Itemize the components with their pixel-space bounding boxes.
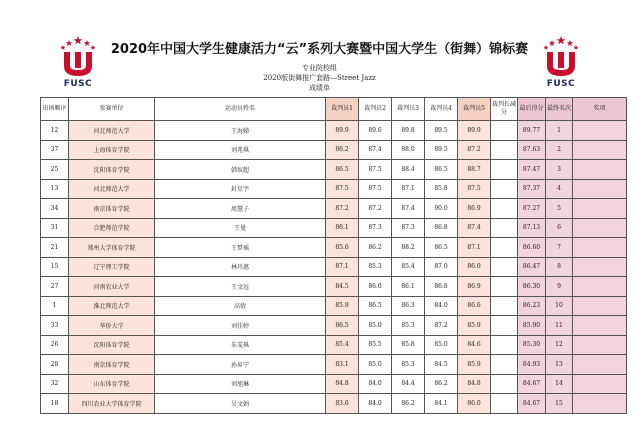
cell-deduction: [491, 140, 518, 160]
cell-athlete: 王文远: [155, 277, 326, 297]
cell-rank: 1: [546, 121, 573, 141]
cell-award: [573, 160, 627, 180]
cell-final-score: 87.13: [518, 218, 546, 238]
cell-judge5: 86.0: [458, 394, 491, 414]
cell-award: [573, 257, 627, 277]
cell-athlete: 林川惠: [155, 257, 326, 277]
cell-deduction: [491, 218, 518, 238]
table-row: [41, 296, 627, 316]
table-row: [41, 335, 627, 355]
cell-award: [573, 374, 627, 394]
cell-rank: 14: [546, 374, 573, 394]
cell-rank: 12: [546, 335, 573, 355]
cell-judge3: 85.8: [392, 335, 425, 355]
cell-award: [573, 238, 627, 258]
cell-athlete: 王海娣: [155, 121, 326, 141]
col-header-deduction: 裁判长减分: [491, 98, 518, 121]
cell-judge2: 85.5: [359, 335, 392, 355]
cell-judge3: 87.1: [392, 179, 425, 199]
cell-order: 13: [41, 179, 69, 199]
cell-judge3: 87.4: [392, 199, 425, 219]
cell-judge1: 87.5: [326, 179, 359, 199]
cell-judge1: 87.1: [326, 257, 359, 277]
cell-judge4: 86.8: [425, 218, 458, 238]
cell-order: 37: [41, 140, 69, 160]
cell-judge2: 89.6: [359, 121, 392, 141]
table-row: [41, 374, 627, 394]
cell-unit: 上海体育学院: [69, 140, 155, 160]
col-header-athlete: 运动员姓名: [155, 98, 326, 121]
cell-judge1: 83.6: [326, 394, 359, 414]
cell-rank: 11: [546, 316, 573, 336]
cell-judge4: 86.8: [425, 277, 458, 297]
cell-rank: 3: [546, 160, 573, 180]
routine-subtitle: 2020版街舞推广套路—Street Jazz: [263, 74, 376, 82]
group-subtitle: 专业院校组: [302, 64, 337, 72]
cell-final-score: 89.77: [518, 121, 546, 141]
results-table: [40, 97, 627, 414]
cell-judge3: 85.4: [392, 257, 425, 277]
cell-judge1: 86.2: [326, 140, 359, 160]
cell-judge5: 87.2: [458, 140, 491, 160]
cell-judge4: 84.0: [425, 296, 458, 316]
cell-judge2: 86.0: [359, 277, 392, 297]
cell-judge3: 85.3: [392, 355, 425, 375]
cell-rank: 9: [546, 277, 573, 297]
cell-judge2: 87.5: [359, 179, 392, 199]
table-row: [41, 394, 627, 414]
col-header-judge5: 裁判员5: [458, 98, 491, 121]
cell-rank: 2: [546, 140, 573, 160]
cell-athlete: 刘旭琳: [155, 374, 326, 394]
cell-rank: 7: [546, 238, 573, 258]
cell-judge3: 89.8: [392, 121, 425, 141]
cell-judge1: 85.6: [326, 238, 359, 258]
cell-judge1: 84.5: [326, 277, 359, 297]
cell-final-score: 87.63: [518, 140, 546, 160]
logo-text-right: FUSC: [546, 79, 576, 89]
cell-judge1: 89.9: [326, 121, 359, 141]
cell-judge4: 86.5: [425, 160, 458, 180]
cell-judge5: 87.1: [458, 238, 491, 258]
cell-final-score: 84.67: [518, 374, 546, 394]
cell-athlete: 韩奴超: [155, 160, 326, 180]
cell-order: 1: [41, 296, 69, 316]
cell-award: [573, 335, 627, 355]
cell-order: 27: [41, 277, 69, 297]
table-row: [41, 238, 627, 258]
cell-judge3: 86.3: [392, 296, 425, 316]
cell-judge4: 89.5: [425, 121, 458, 141]
cell-unit: 南京体育学院: [69, 355, 155, 375]
cell-final-score: 86.30: [518, 277, 546, 297]
cell-athlete: 高倩: [155, 296, 326, 316]
cell-judge4: 89.5: [425, 140, 458, 160]
cell-judge2: 85.0: [359, 316, 392, 336]
cell-judge1: 84.8: [326, 374, 359, 394]
cell-unit: 河北师范大学: [69, 179, 155, 199]
cell-judge5: 86.6: [458, 296, 491, 316]
cell-judge5: 87.4: [458, 218, 491, 238]
cell-judge4: 87.2: [425, 316, 458, 336]
cell-judge3: 88.2: [392, 238, 425, 258]
cell-judge2: 87.4: [359, 140, 392, 160]
cell-judge2: 84.0: [359, 374, 392, 394]
cell-deduction: [491, 160, 518, 180]
table-row: [41, 355, 627, 375]
cell-athlete: 王曼: [155, 218, 326, 238]
cell-judge5: 85.9: [458, 316, 491, 336]
cell-judge4: 84.1: [425, 394, 458, 414]
cell-judge4: 87.0: [425, 257, 458, 277]
cell-athlete: 封星宇: [155, 179, 326, 199]
cell-athlete: 孙昇宁: [155, 355, 326, 375]
cell-judge1: 86.1: [326, 218, 359, 238]
cell-unit: 辽宁理工学院: [69, 257, 155, 277]
cell-unit: 华侨大学: [69, 316, 155, 336]
cell-judge4: 85.0: [425, 335, 458, 355]
cell-award: [573, 394, 627, 414]
cell-unit: 山东体育学院: [69, 374, 155, 394]
cell-judge4: 85.8: [425, 179, 458, 199]
cell-final-score: 84.67: [518, 394, 546, 414]
cell-deduction: [491, 335, 518, 355]
cell-final-score: 86.60: [518, 238, 546, 258]
cell-award: [573, 296, 627, 316]
cell-judge3: 86.1: [392, 277, 425, 297]
cell-judge5: 89.9: [458, 121, 491, 141]
cell-deduction: [491, 238, 518, 258]
cell-rank: 6: [546, 218, 573, 238]
cell-deduction: [491, 257, 518, 277]
cell-award: [573, 179, 627, 199]
cell-deduction: [491, 199, 518, 219]
cell-award: [573, 140, 627, 160]
cell-final-score: 84.93: [518, 355, 546, 375]
cell-judge1: 86.5: [326, 160, 359, 180]
cell-judge4: 86.2: [425, 374, 458, 394]
cell-final-score: 85.90: [518, 316, 546, 336]
cell-athlete: 王梦瑶: [155, 238, 326, 258]
cell-deduction: [491, 394, 518, 414]
table-row: [41, 140, 627, 160]
cell-final-score: 86.23: [518, 296, 546, 316]
table-row: [41, 277, 627, 297]
cell-unit: 淮北师范大学: [69, 296, 155, 316]
cell-final-score: 87.47: [518, 160, 546, 180]
cell-deduction: [491, 374, 518, 394]
cell-athlete: 刘兆琪: [155, 140, 326, 160]
cell-order: 33: [41, 316, 69, 336]
cell-award: [573, 355, 627, 375]
cell-unit: 四川农业大学体育学院: [69, 394, 155, 414]
cell-unit: 沈阳体育学院: [69, 335, 155, 355]
cell-athlete: 刘佳婷: [155, 316, 326, 336]
cell-unit: 河南农业大学: [69, 277, 155, 297]
cell-judge5: 86.9: [458, 277, 491, 297]
table-row: [41, 218, 627, 238]
col-header-judge4: 裁判员4: [425, 98, 458, 121]
logo-text-left: FUSC: [63, 79, 93, 89]
cell-judge1: 85.4: [326, 335, 359, 355]
cell-order: 32: [41, 374, 69, 394]
cell-deduction: [491, 296, 518, 316]
table-row: [41, 160, 627, 180]
cell-judge2: 87.5: [359, 160, 392, 180]
cell-judge1: 83.1: [326, 355, 359, 375]
cell-judge1: 85.9: [326, 296, 359, 316]
cell-judge1: 87.2: [326, 199, 359, 219]
cell-award: [573, 316, 627, 336]
cell-judge2: 84.0: [359, 394, 392, 414]
table-row: [41, 257, 627, 277]
cell-judge3: 87.3: [392, 218, 425, 238]
cell-award: [573, 218, 627, 238]
cell-judge5: 88.7: [458, 160, 491, 180]
table-row: [41, 316, 627, 336]
cell-judge5: 86.0: [458, 257, 491, 277]
cell-judge5: 85.9: [458, 355, 491, 375]
cell-judge3: 86.2: [392, 394, 425, 414]
cell-deduction: [491, 277, 518, 297]
cell-rank: 10: [546, 296, 573, 316]
table-row: [41, 179, 627, 199]
cell-judge3: 85.3: [392, 316, 425, 336]
cell-judge2: 87.3: [359, 218, 392, 238]
cell-deduction: [491, 121, 518, 141]
cell-deduction: [491, 355, 518, 375]
cell-rank: 5: [546, 199, 573, 219]
cell-unit: 河北师范大学: [69, 121, 155, 141]
cell-order: 21: [41, 238, 69, 258]
cell-final-score: 87.37: [518, 179, 546, 199]
cell-unit: 南京体育学院: [69, 199, 155, 219]
cell-order: 26: [41, 335, 69, 355]
table-row: [41, 199, 627, 219]
cell-rank: 8: [546, 257, 573, 277]
cell-order: 28: [41, 355, 69, 375]
cell-judge4: 86.5: [425, 238, 458, 258]
cell-order: 34: [41, 199, 69, 219]
cell-deduction: [491, 179, 518, 199]
col-header-rank: 最终名次: [546, 98, 573, 121]
cell-judge2: 85.0: [359, 355, 392, 375]
cell-judge2: 87.2: [359, 199, 392, 219]
cell-athlete: 吴文娟: [155, 394, 326, 414]
cell-judge1: 86.5: [326, 316, 359, 336]
cell-award: [573, 199, 627, 219]
cell-unit: 郑州大学体育学院: [69, 238, 155, 258]
scoresheet-subtitle: 成绩单: [309, 84, 330, 92]
cell-unit: 合肥师范学院: [69, 218, 155, 238]
cell-rank: 13: [546, 355, 573, 375]
col-header-judge2: 裁判员2: [359, 98, 392, 121]
col-header-unit: 参赛单位: [69, 98, 155, 121]
cell-final-score: 85.30: [518, 335, 546, 355]
cell-rank: 15: [546, 394, 573, 414]
page-title: 2020年中国大学生健康活力“云”系列大赛暨中国大学生（街舞）锦标赛: [110, 42, 529, 57]
col-header-judge3: 裁判员3: [392, 98, 425, 121]
cell-judge5: 84.6: [458, 335, 491, 355]
cell-athlete: 周慧子: [155, 199, 326, 219]
col-header-judge1: 裁判员1: [326, 98, 359, 121]
cell-athlete: 朱雯琪: [155, 335, 326, 355]
cell-judge5: 84.8: [458, 374, 491, 394]
cell-judge2: 85.3: [359, 257, 392, 277]
cell-judge3: 88.0: [392, 140, 425, 160]
col-header-final-score: 最后得分: [518, 98, 546, 121]
cell-judge5: 87.5: [458, 179, 491, 199]
col-header-order: 出场顺序: [41, 98, 69, 121]
cell-order: 31: [41, 218, 69, 238]
cell-judge4: 90.0: [425, 199, 458, 219]
cell-final-score: 87.27: [518, 199, 546, 219]
col-header-award: 奖项: [573, 98, 627, 121]
cell-order: 25: [41, 160, 69, 180]
cell-award: [573, 277, 627, 297]
cell-deduction: [491, 316, 518, 336]
cell-judge3: 88.4: [392, 160, 425, 180]
cell-unit: 沈阳体育学院: [69, 160, 155, 180]
cell-final-score: 86.47: [518, 257, 546, 277]
cell-rank: 4: [546, 179, 573, 199]
cell-order: 15: [41, 257, 69, 277]
cell-award: [573, 121, 627, 141]
table-header-row: [41, 98, 627, 121]
cell-judge5: 86.9: [458, 199, 491, 219]
cell-judge2: 86.2: [359, 238, 392, 258]
table-row: [41, 121, 627, 141]
cell-order: 12: [41, 121, 69, 141]
cell-order: 18: [41, 394, 69, 414]
cell-judge3: 84.4: [392, 374, 425, 394]
cell-judge4: 84.5: [425, 355, 458, 375]
cell-judge2: 86.5: [359, 296, 392, 316]
